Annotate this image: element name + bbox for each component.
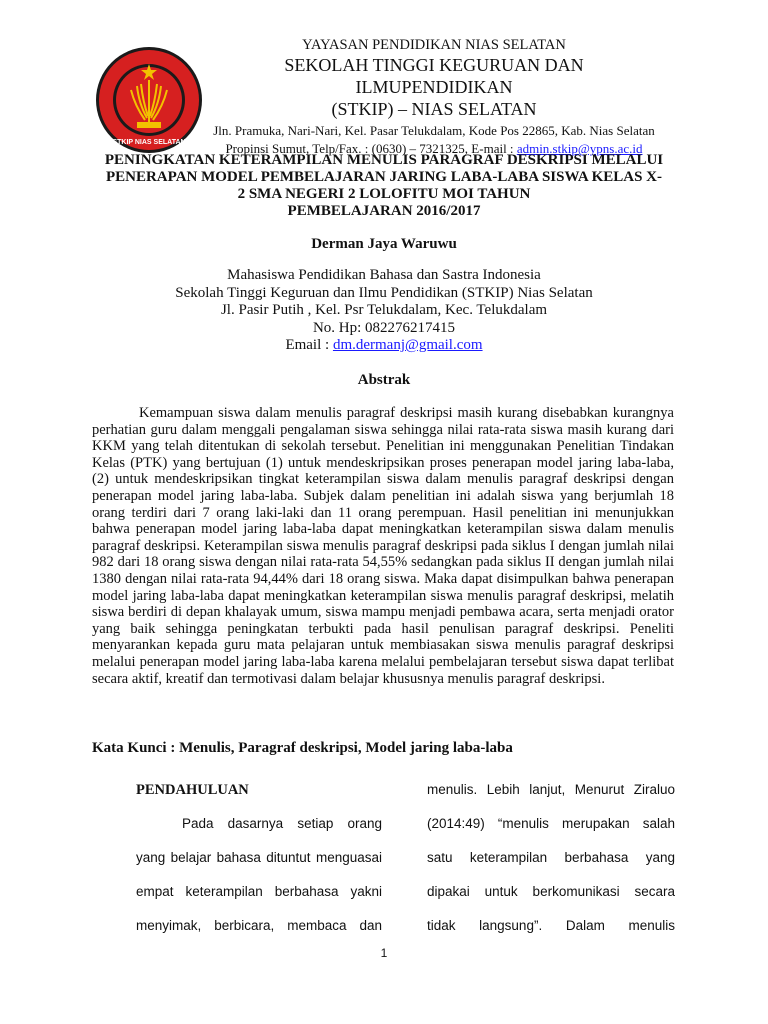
title-line: 2 SMA NEGERI 2 LOLOFITU MOI TAHUN — [237, 186, 531, 202]
foundation-name: YAYASAN PENDIDIKAN NIAS SELATAN — [302, 37, 566, 53]
body-column-right — [427, 780, 675, 950]
title-line: PENINGKATAN KETERAMPILAN MENULIS PARAGRAF DESKRIPSI MELALUI — [104, 152, 664, 168]
affiliation-line: Jl. Pasir Putih , Kel. Psr Telukdalam, Kec. Telukdalam — [220, 302, 548, 318]
body-line: tidak langsung”. Dalam menulis — [427, 918, 675, 933]
school-email-link[interactable]: admin.stkip@ypns.ac.id — [516, 141, 643, 156]
body-line: yang belajar bahasa dituntut menguasai — [136, 850, 382, 865]
affiliation-email-line — [0, 337, 768, 355]
contact-prefix: Propinsi Sumut, Telp/Fax. : (0630) – 7321325, E-mail : — [225, 141, 517, 156]
school-abbr: (STKIP) – NIAS SELATAN — [331, 99, 537, 119]
body-line: Pada dasarnya setiap orang — [182, 816, 382, 831]
keywords: Kata Kunci : Menulis, Paragraf deskripsi, Model jaring laba-laba — [92, 740, 513, 756]
author-name: Derman Jaya Waruwu — [311, 236, 457, 252]
affiliation-line: Mahasiswa Pendidikan Bahasa dan Sastra Indonesia — [227, 267, 541, 283]
affiliation-phone: No. Hp: 082276217415 — [312, 319, 456, 336]
school-address: Jln. Pramuka, Nari-Nari, Kel. Pasar Telukdalam, Kode Pos 22865, Kab. Nias Selatan — [213, 123, 655, 138]
section-heading: PENDAHULUAN — [136, 782, 249, 798]
body-line: dipakai untuk berkomunikasi secara — [427, 884, 675, 899]
body-line: (2014:49) “menulis merupakan salah — [427, 816, 675, 831]
title-line: PENERAPAN MODEL PEMBELAJARAN JARING LABA-LABA SISWA KELAS X- — [105, 169, 663, 185]
body-line: satu keterampilan berbahasa yang — [427, 850, 675, 865]
stkip-logo — [93, 44, 205, 156]
body-line: empat keterampilan berbahasa yakni — [136, 884, 382, 899]
affiliation — [0, 267, 768, 355]
letterhead — [0, 36, 768, 156]
body-column-left — [136, 780, 382, 950]
title-line: PEMBELAJARAN 2016/2017 — [287, 203, 481, 219]
body-line: menulis. Lebih lanjut, Menurut Ziraluo — [427, 782, 675, 797]
school-name: SEKOLAH TINGGI KEGURUAN DAN ILMUPENDIDIKAN — [284, 55, 584, 97]
abstract-text: Kemampuan siswa dalam menulis paragraf deskripsi masih kurang disebabkan kurangnya perhatian guru dalam menggali pengalaman siswa sehingga nilai rata-rata siswa masih kurang dari KKM yang telah ditentukan di sekolah tersebut. Penelitian ini menggunakan Penelitian Tindakan Kelas (PTK) yang bertujuan (1) untuk mendeskripsikan proses penerapan model jaring laba-laba, (2) untuk mendeskripsikan tingkat keterampilan siswa dalam menulis paragraf deskripsi dengan penerapan model jaring laba-laba. Subjek dalam penelitian ini adalah siswa yang berjumlah 18 orang terdiri dari 7 orang laki-laki dan 11 orang perempuan. Hasil penelitian ini menunjukkan bahwa penerapan model jaring laba-laba dapat meningkatkan keterampilan siswa dalam menulis paragraf deskripsi. Keterampilan siswa menulis paragraf deskripsi pada siklus I dengan jumlah nilai 982 dari 18 orang siswa dengan nilai rata-rata 54,55% sedangkan pada siklus II dengan jumlah nilai 1380 dengan nilai rata-rata 94,44% dari 18 orang siswa. Maka dapat disimpulkan bahwa penerapan model jaring laba-laba dapat meningkatkan keterampilan siswa menulis paragraf deskripsi, melatih siswa berdiri di depan khalayak umum, siswa mampu menjadi pembawa acara, serta menjadi orator yang baik sehingga peningkatan terbukti pada hasil penulisan paragraf deskripsi. Peneliti menyarankan kepada guru mata pelajaran untuk membiasakan siswa menulis paragraf deskripsi melalui penerapan model jaring laba-laba karena melalui pembelajaran tersebut siswa dapat terlibat secara aktif, kreatif dan termotivasi dalam belajar khususnya menulis paragraf deskripsi. — [92, 405, 674, 687]
paper-title — [80, 152, 688, 220]
email-label: Email : — [285, 337, 333, 353]
affiliation-line: Sekolah Tinggi Keguruan dan Ilmu Pendidikan (STKIP) Nias Selatan — [175, 284, 593, 301]
logo-text: STKIP NIAS SELATAN — [112, 139, 186, 146]
author-email-link[interactable]: dm.dermanj@gmail.com — [332, 337, 483, 353]
body-line: menyimak, berbicara, membaca dan — [136, 918, 382, 933]
page-number: 1 — [380, 946, 388, 960]
abstract-heading: Abstrak — [357, 372, 411, 388]
